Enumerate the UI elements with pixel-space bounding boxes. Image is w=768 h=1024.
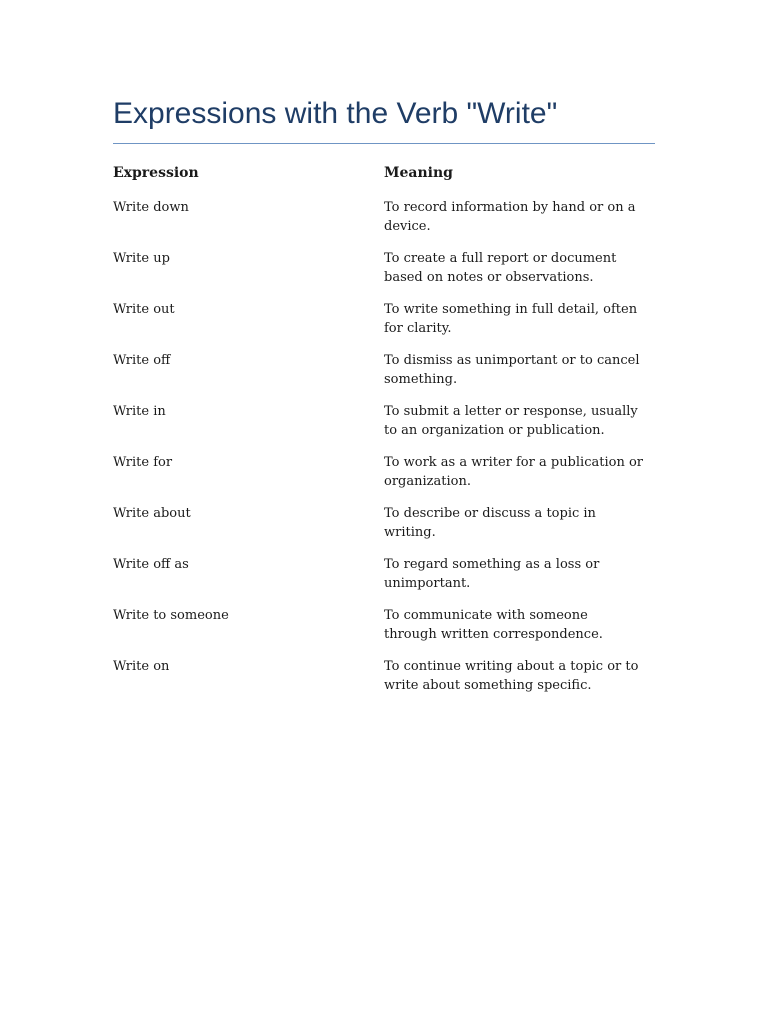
expression-cell: Write out bbox=[113, 302, 175, 317]
expression-cell: Write off bbox=[113, 353, 171, 368]
expression-cell: Write on bbox=[113, 659, 170, 674]
meaning-cell: To write something in full detail, often for clarity. bbox=[384, 302, 638, 336]
table-header-row bbox=[113, 158, 655, 198]
expression-cell: Write about bbox=[113, 506, 191, 521]
meaning-cell: To submit a letter or response, usually to an organization or publication. bbox=[384, 404, 638, 438]
expressions-table bbox=[113, 158, 655, 708]
meaning-cell: To create a full report or document based on notes or observations. bbox=[384, 251, 617, 285]
page-title: Expressions with the Verb "Write" bbox=[113, 97, 558, 130]
meaning-cell: To describe or discuss a topic in writing. bbox=[384, 506, 596, 540]
meaning-cell: To dismiss as unimportant or to cancel something. bbox=[384, 353, 640, 387]
column-header-expression: Expression bbox=[113, 165, 199, 181]
table-row bbox=[113, 606, 655, 657]
meaning-cell: To regard something as a loss or unimportant. bbox=[384, 557, 600, 591]
expression-cell: Write in bbox=[113, 404, 166, 419]
meaning-cell: To record information by hand or on a device. bbox=[384, 200, 636, 234]
meaning-cell: To continue writing about a topic or to write about something specific. bbox=[384, 659, 639, 693]
table-row bbox=[113, 504, 655, 555]
expression-cell: Write up bbox=[113, 251, 170, 266]
meaning-cell: To work as a writer for a publication or organization. bbox=[384, 455, 643, 489]
expression-cell: Write for bbox=[113, 455, 173, 470]
expression-cell: Write down bbox=[113, 200, 189, 215]
table-row bbox=[113, 351, 655, 402]
column-header-meaning: Meaning bbox=[384, 165, 453, 181]
table-row bbox=[113, 198, 655, 249]
table-row bbox=[113, 402, 655, 453]
table-row bbox=[113, 657, 655, 708]
table-row bbox=[113, 300, 655, 351]
expression-cell: Write off as bbox=[113, 557, 189, 572]
table-row bbox=[113, 249, 655, 300]
title-divider bbox=[113, 143, 655, 144]
table-row bbox=[113, 555, 655, 606]
expression-cell: Write to someone bbox=[113, 608, 229, 623]
document-page bbox=[113, 95, 655, 708]
table-row bbox=[113, 453, 655, 504]
meaning-cell: To communicate with someone through written correspondence. bbox=[384, 608, 603, 642]
